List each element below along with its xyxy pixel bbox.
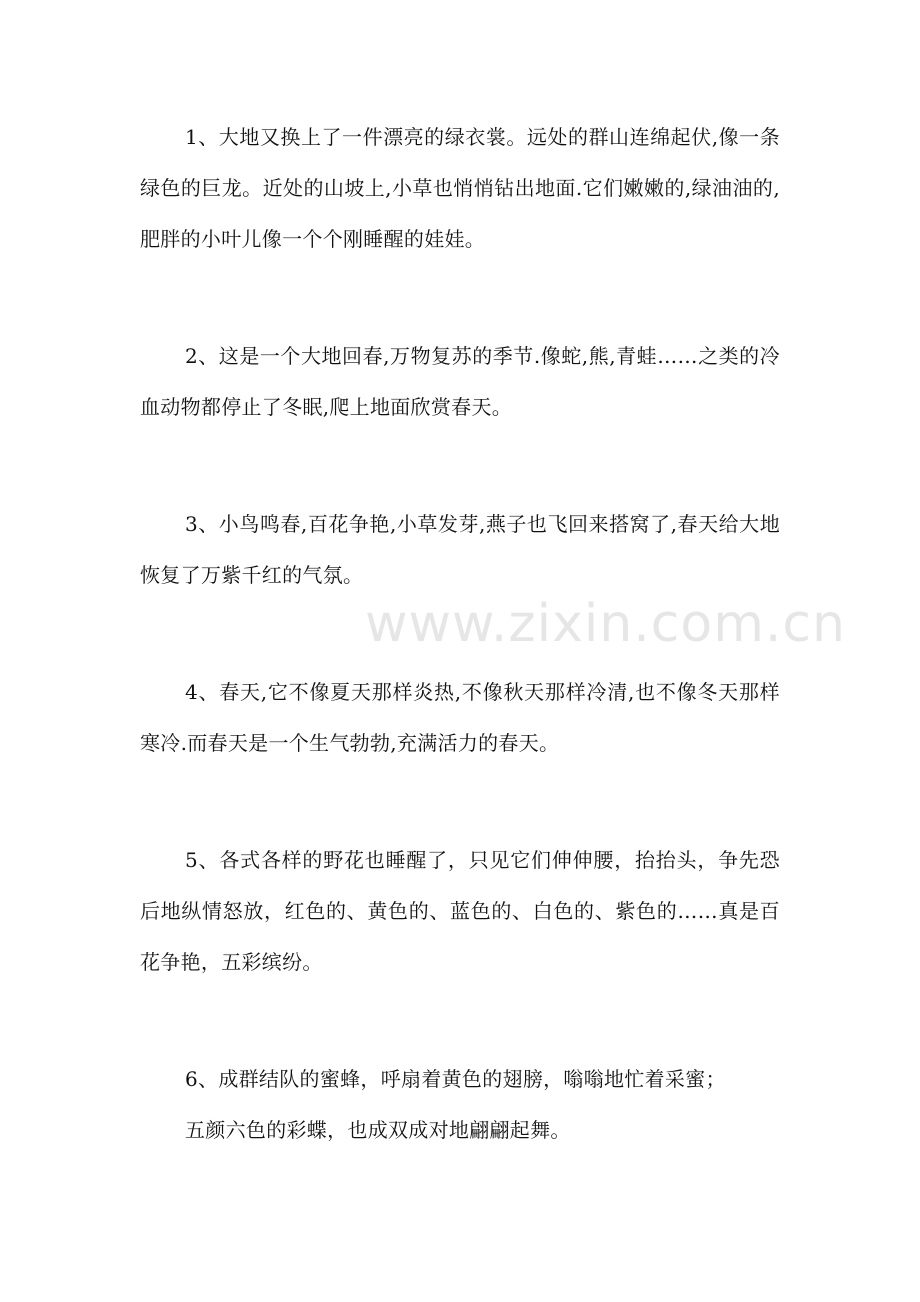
document-body (140, 112, 780, 1156)
paragraph-2: 2、这是一个大地回春,万物复苏的季节.像蛇,熊,青蛙……之类的冷血动物都停止了冬眠,爬上地面欣赏春天。 (140, 344, 780, 419)
paragraph-1: 1、大地又换上了一件漂亮的绿衣裳。远处的群山连绵起伏,像一条绿色的巨龙。近处的山坡上,小草也悄悄钻出地面.它们嫩嫩的,绿油油的,肥胖的小叶儿像一个个刚睡醒的娃娃。 (140, 125, 780, 251)
paragraph-3: 3、小鸟鸣春,百花争艳,小草发芽,燕子也飞回来搭窝了,春天给大地恢复了万紫千红的气氛。 (140, 512, 780, 587)
paragraph-6-line-2: 五颜六色的彩蝶，也成双成对地翩翩起舞。 (185, 1118, 571, 1142)
paragraph-5: 5、各式各样的野花也睡醒了，只见它们伸伸腰，抬抬头，争先恐后地纵情怒放，红色的、黄色的、蓝色的、白色的、紫色的……真是百花争艳，五彩缤纷。 (140, 848, 780, 974)
paragraph-6-line-1: 6、成群结队的蜜蜂，呼扇着黄色的翅膀，嗡嗡地忙着采蜜； (185, 1067, 726, 1091)
paragraph-4: 4、春天,它不像夏天那样炎热,不像秋天那样冷清,也不像冬天那样寒冷.而春天是一个生气勃勃,充满活力的春天。 (140, 680, 780, 755)
paragraph-6 (140, 1054, 780, 1156)
watermark: www.zixin.com.cn (365, 594, 846, 654)
